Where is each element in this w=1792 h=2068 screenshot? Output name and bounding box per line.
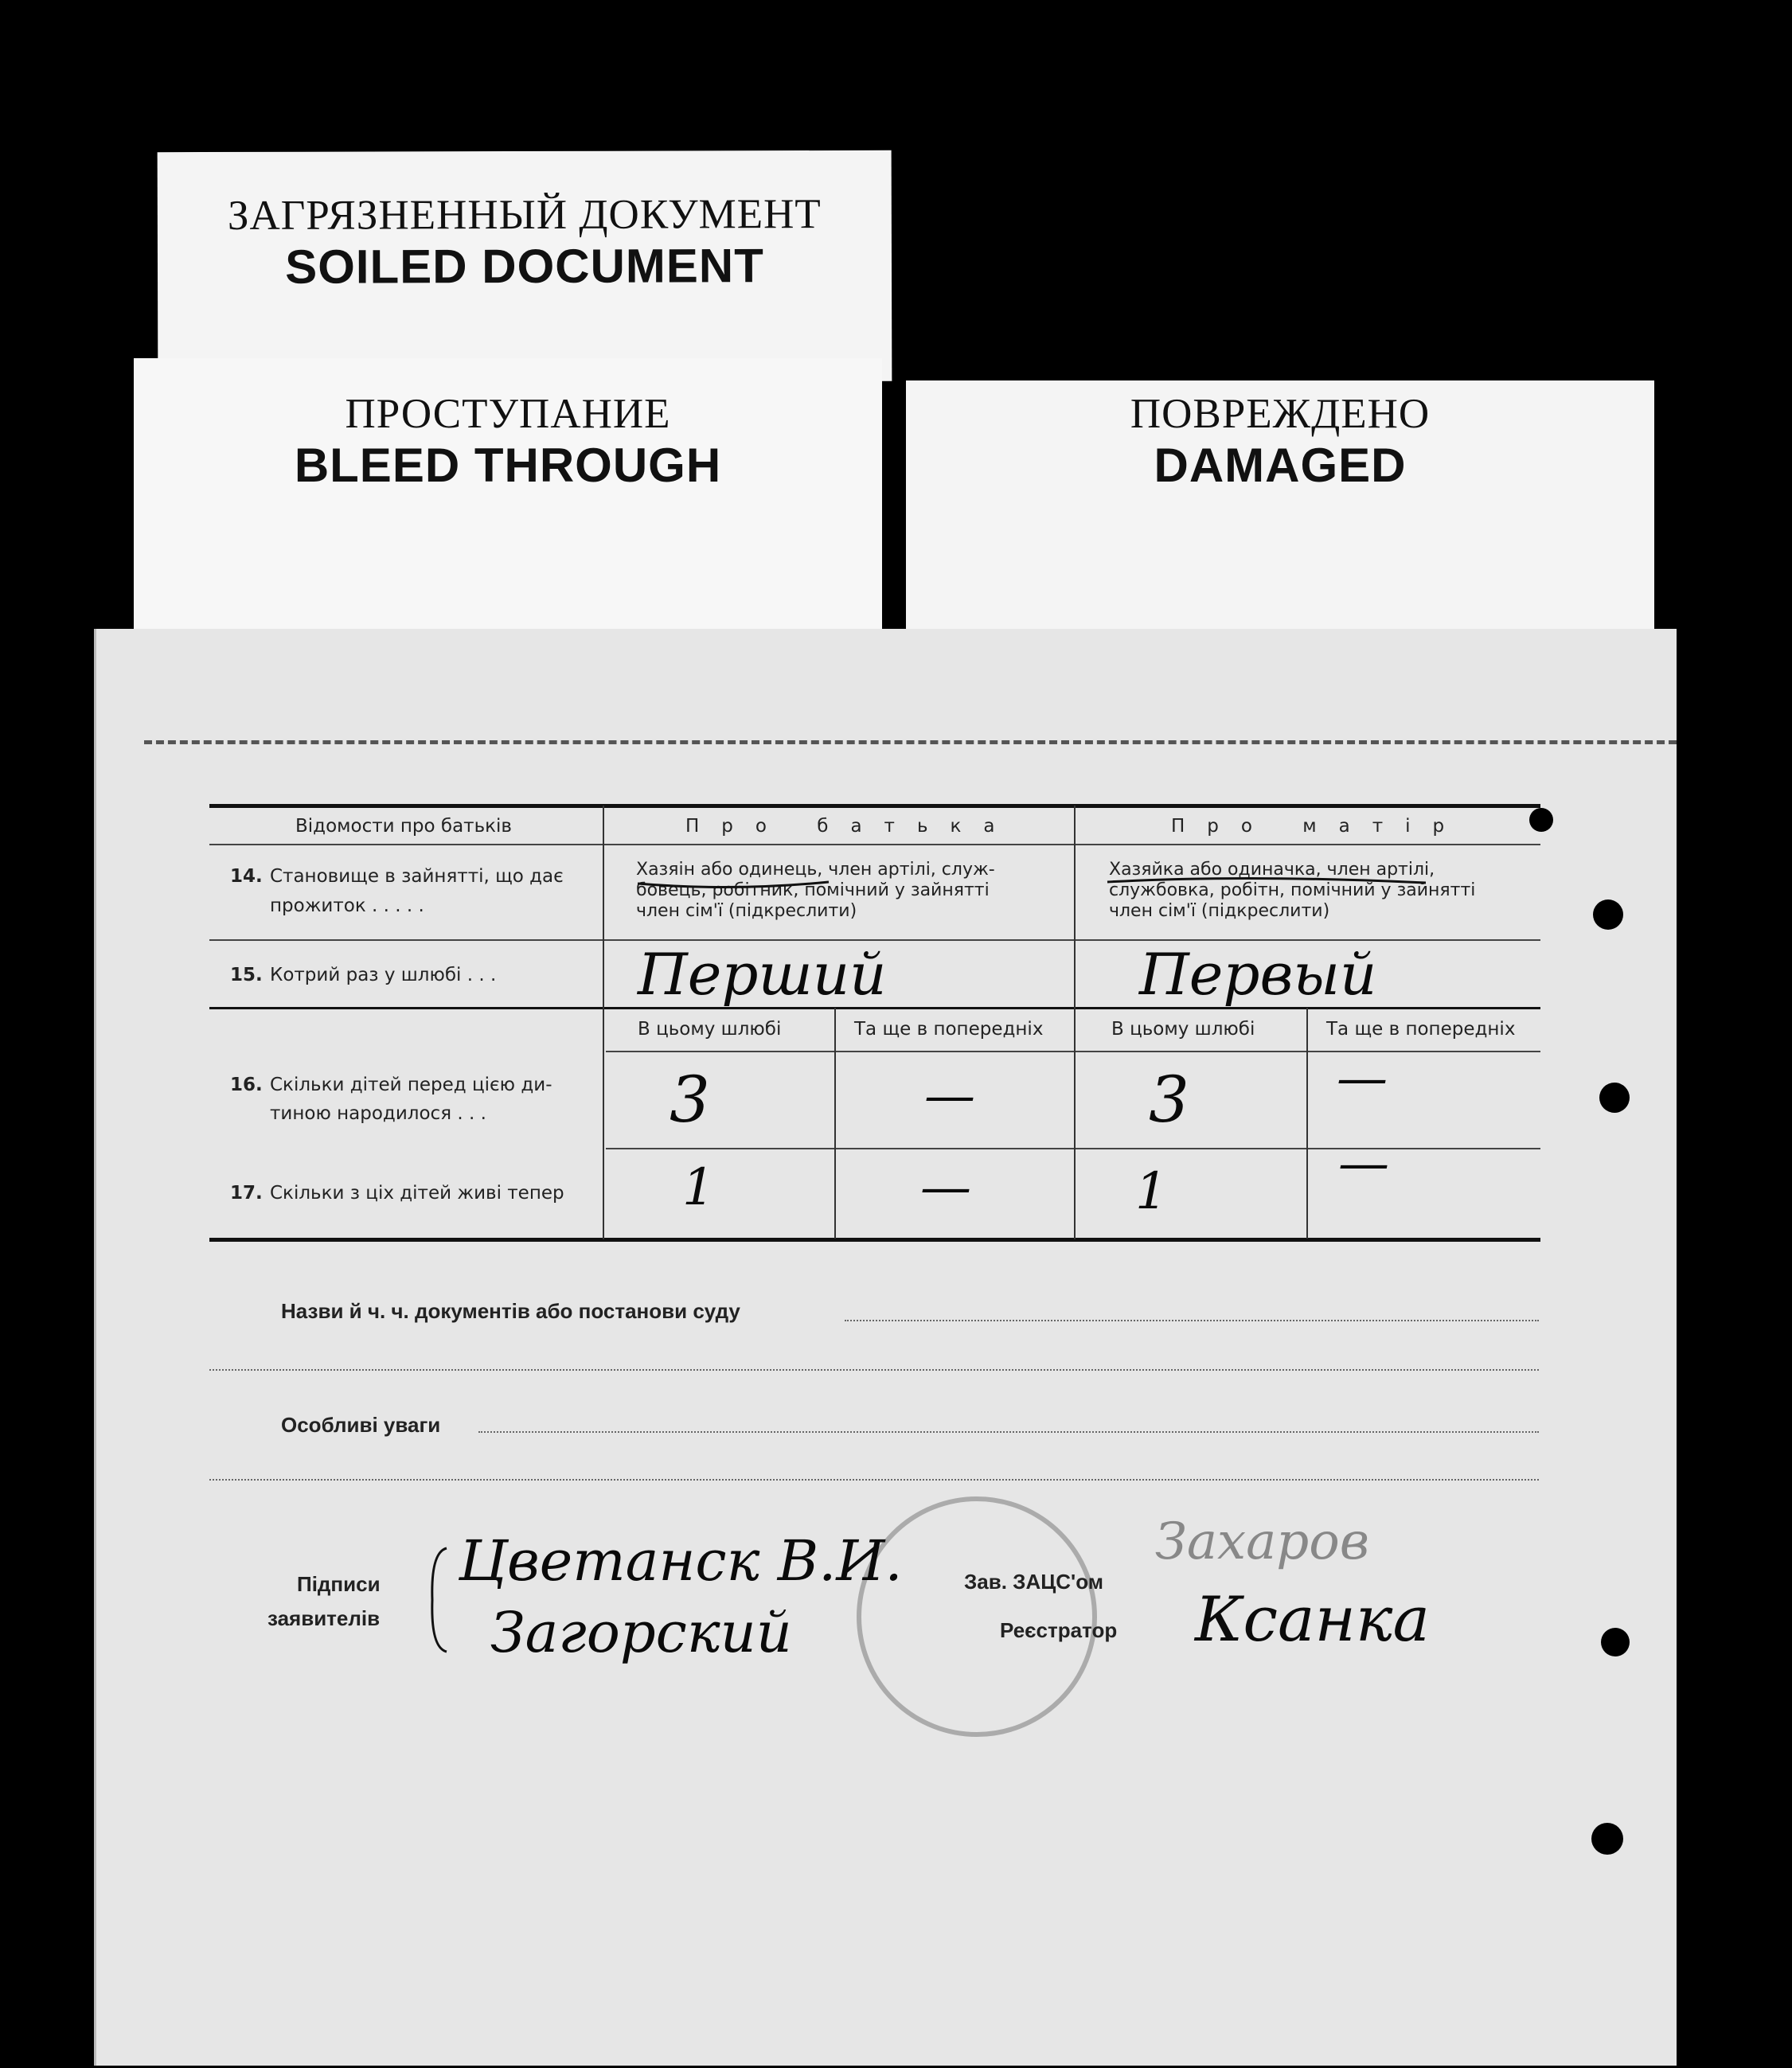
col-divider-father [834,1008,836,1239]
punch-hole [1591,1823,1623,1855]
row16-mother-current: 3 [1149,1063,1189,1137]
header-mother: Про матір [1171,816,1467,837]
punch-hole [1599,1083,1630,1113]
remarks-line-2 [209,1479,1539,1481]
applicants-label-1: Підписи [297,1572,381,1596]
marriage-record-form [94,629,1677,2066]
documents-label: Назви й ч. ч. документів або постанови суду [281,1299,740,1323]
row14-mother-1: Хазяйка або одиначка, член артілі, [1109,860,1435,880]
row14-mother-3: член сім'ї (підкреслити) [1109,901,1330,921]
damaged-tab [906,380,1654,651]
perforation-line [144,740,1677,744]
documents-line-1 [845,1320,1539,1321]
damaged-tab-en: DAMAGED [1154,439,1407,492]
row14-label-2: прожиток . . . . . [270,895,424,916]
head-signature: Захаров [1155,1512,1370,1571]
applicant2-signature: Загорский [490,1600,792,1665]
underline-marks-mother [1091,868,1426,899]
applicants-label-2: заявителів [267,1606,381,1630]
col-divider-1 [603,806,604,1239]
row14-num: 14. [230,866,263,887]
damaged-tab-ru: ПОВРЕЖДЕНО [1130,391,1431,437]
subheader-mother-previous: Та ще в попередніх [1326,1019,1516,1040]
row17-num: 17. [230,1183,263,1204]
header-father: Про батька [685,816,1017,837]
row15-label: Котрий раз у шлюбі . . . [270,965,497,985]
registrar-label: Реєстратор [1000,1618,1118,1642]
documents-line-2 [209,1369,1539,1371]
soiled-tab-en: SOILED DOCUMENT [285,239,764,294]
punch-hole [1593,899,1623,930]
subheader-father-previous: Та ще в попередніх [854,1019,1044,1040]
row15-mother-value: Первый [1139,941,1377,1008]
col-divider-mother [1306,1008,1308,1239]
applicant1-signature: Цветанск В.И. [459,1528,903,1594]
row16-label-2: тиною народилося . . . [270,1103,486,1124]
bleed-tab-en: BLEED THROUGH [294,439,722,492]
remarks-label: Особливі уваги [281,1413,441,1437]
row14-father-1: Хазяін або одинець, член артілі, служ- [636,860,995,880]
header-info: Відомости про батьків [295,816,512,837]
row15-father-value: Перший [638,941,887,1008]
subheader-rule [606,1051,1540,1052]
remarks-line-1 [478,1431,1539,1433]
row16-num: 16. [230,1075,263,1095]
row16-rule [606,1148,1540,1149]
row14-mother-2: службовка, робітн, помічний у зайнятті [1109,880,1476,900]
row16-label-1: Скільки дітей перед цією ди- [270,1075,552,1095]
table-top-rule [209,804,1540,808]
row14-father-3: член сім'ї (підкреслити) [636,901,857,921]
bleed-tab-ru: ПРОСТУПАНИЕ [345,391,671,437]
underline-marks [630,868,1107,899]
row17-father-previous: — [920,1158,971,1217]
row17-mother-previous: — [1338,1134,1389,1193]
soiled-document-tab [158,150,892,383]
row17-mother-current: 1 [1135,1162,1168,1221]
row17-label: Скільки з ціх дітей живі тепер [270,1183,564,1204]
row14-label-1: Становище в зайнятті, що дає [270,866,564,887]
table-bottom-rule [209,1238,1540,1242]
row16-father-current: 3 [670,1063,710,1137]
head-label: Зав. ЗАЦС'ом [964,1570,1103,1594]
row15-num: 15. [230,965,263,985]
subheader-father-current: В цьому шлюбі [638,1019,782,1040]
table-header-rule [209,844,1540,845]
damage-spot [1529,808,1553,832]
soiled-tab-ru: ЗАГРЯЗНЕННЫЙ ДОКУМЕНТ [227,191,822,239]
row17-father-current: 1 [682,1158,715,1217]
subheader-mother-current: В цьому шлюбі [1111,1019,1255,1040]
registrar-signature: Ксанка [1195,1584,1431,1656]
row16-father-previous: — [924,1067,975,1126]
row16-mother-previous: — [1337,1049,1388,1108]
punch-hole [1601,1628,1630,1656]
signature-brace [423,1544,455,1656]
row14-father-2: бовець, робітник, помічний у зайнятті [636,880,990,900]
bleed-through-tab [134,358,882,637]
